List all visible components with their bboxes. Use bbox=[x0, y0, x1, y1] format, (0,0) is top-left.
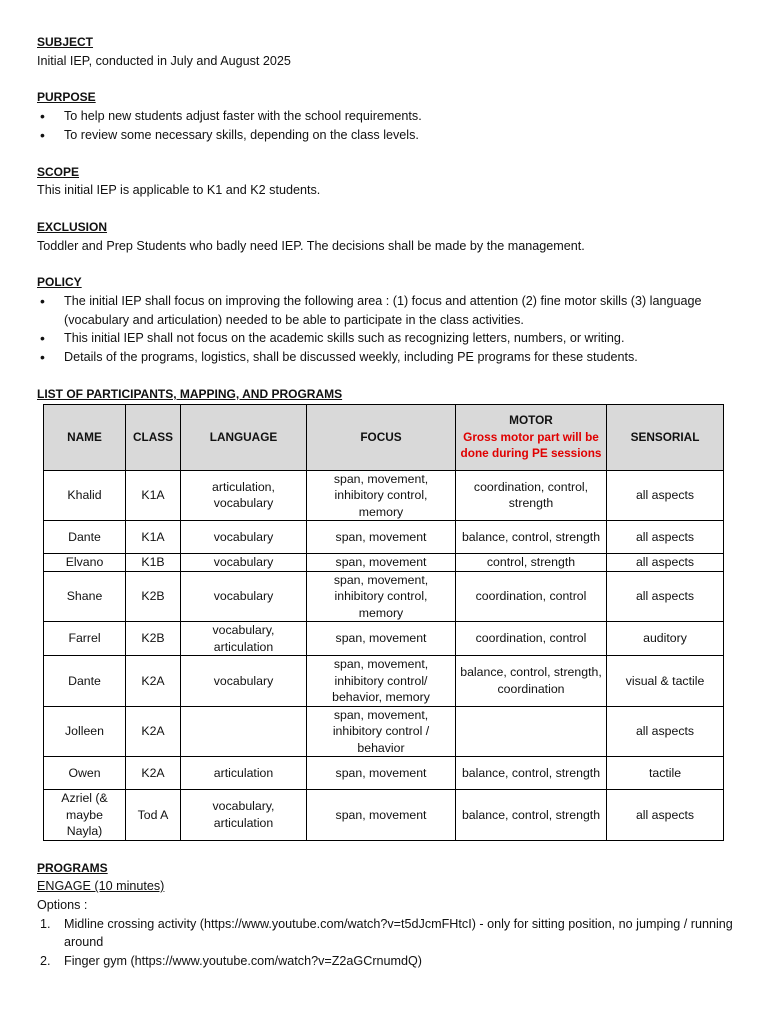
list-item: • The initial IEP shall focus on improving the following area : (1) focus and attention (2) fine motor skills (3) language (vocabulary and articulation) needed to be able to participate in the class activities. bbox=[37, 292, 737, 329]
cell-focus: span, movement bbox=[307, 554, 456, 572]
col-header-focus: FOCUS bbox=[307, 404, 456, 470]
list-item: • To review some necessary skills, depending on the class levels. bbox=[37, 126, 737, 145]
cell-motor: coordination, control bbox=[456, 571, 607, 622]
list-item: • This initial IEP shall not focus on the academic skills such as recognizing letters, numbers, or writing. bbox=[37, 329, 737, 348]
cell-sensorial: all aspects bbox=[607, 554, 724, 572]
cell-motor: balance, control, strength bbox=[456, 790, 607, 841]
col-header-class: CLASS bbox=[126, 404, 181, 470]
options-list bbox=[37, 915, 737, 971]
table-row bbox=[44, 706, 724, 757]
cell-class: K2B bbox=[126, 571, 181, 622]
table-row bbox=[44, 790, 724, 841]
policy-list bbox=[37, 292, 737, 367]
cell-focus: span, movement, inhibitory control, memory bbox=[307, 470, 456, 521]
table-row bbox=[44, 521, 724, 554]
cell-focus: span, movement bbox=[307, 622, 456, 656]
list-number: 1. bbox=[40, 916, 51, 931]
col-header-language: LANGUAGE bbox=[181, 404, 307, 470]
cell-sensorial: all aspects bbox=[607, 470, 724, 521]
cell-name: Jolleen bbox=[44, 706, 126, 757]
list-number: 2. bbox=[40, 954, 51, 969]
cell-class: K2B bbox=[126, 622, 181, 656]
col-header-sensorial: SENSORIAL bbox=[607, 404, 724, 470]
cell-focus: span, movement bbox=[307, 521, 456, 554]
cell-name: Elvano bbox=[44, 554, 126, 572]
cell-motor bbox=[456, 706, 607, 757]
subject-text: Initial IEP, conducted in July and August 2025 bbox=[37, 53, 291, 68]
table-row bbox=[44, 554, 724, 572]
cell-motor: balance, control, strength bbox=[456, 521, 607, 554]
cell-sensorial: tactile bbox=[607, 757, 724, 790]
cell-language: vocabulary bbox=[181, 571, 307, 622]
participants-table bbox=[43, 404, 724, 841]
cell-class: K2A bbox=[126, 656, 181, 707]
option-text: Finger gym (https://www.youtube.com/watch?v=Z2aGCrnumdQ) bbox=[64, 954, 423, 969]
table-row bbox=[44, 571, 724, 622]
cell-name: Shane bbox=[44, 571, 126, 622]
cell-sensorial: all aspects bbox=[607, 790, 724, 841]
cell-language: vocabulary bbox=[181, 656, 307, 707]
cell-class: K1A bbox=[126, 521, 181, 554]
cell-language bbox=[181, 706, 307, 757]
col-header-name: NAME bbox=[44, 404, 126, 470]
subject-heading: SUBJECT bbox=[37, 35, 94, 49]
cell-name: Khalid bbox=[44, 470, 126, 521]
purpose-list bbox=[37, 107, 737, 144]
col-header-motor bbox=[456, 404, 607, 470]
cell-sensorial: auditory bbox=[607, 622, 724, 656]
programs-heading: PROGRAMS bbox=[37, 860, 108, 875]
engage-subheading: ENGAGE (10 minutes) bbox=[37, 879, 165, 894]
cell-sensorial: all aspects bbox=[607, 571, 724, 622]
cell-class: K1B bbox=[126, 554, 181, 572]
cell-motor: balance, control, strength, coordination bbox=[456, 656, 607, 707]
cell-language: vocabulary, articulation bbox=[181, 790, 307, 841]
cell-focus: span, movement, inhibitory control / behavior bbox=[307, 706, 456, 757]
cell-name: Dante bbox=[44, 656, 126, 707]
option-text: Midline crossing activity (https://www.youtube.com/watch?v=t5dJcmFHtcI) - only for sitting position, no jumping / running around bbox=[64, 916, 733, 950]
cell-motor: coordination, control, strength bbox=[456, 470, 607, 521]
cell-class: K1A bbox=[126, 470, 181, 521]
motor-header-label: MOTOR bbox=[509, 413, 553, 428]
cell-class: K2A bbox=[126, 706, 181, 757]
cell-focus: span, movement bbox=[307, 757, 456, 790]
scope-text: This initial IEP is applicable to K1 and K2 students. bbox=[37, 183, 321, 198]
cell-sensorial: all aspects bbox=[607, 521, 724, 554]
cell-sensorial: all aspects bbox=[607, 706, 724, 757]
cell-language: articulation bbox=[181, 757, 307, 790]
cell-focus: span, movement bbox=[307, 790, 456, 841]
cell-motor: coordination, control bbox=[456, 622, 607, 656]
cell-name: Owen bbox=[44, 757, 126, 790]
table-header-row bbox=[44, 404, 724, 470]
list-item bbox=[37, 952, 737, 971]
cell-language: vocabulary bbox=[181, 554, 307, 572]
cell-name: Azriel (& maybe Nayla) bbox=[44, 790, 126, 841]
table-row bbox=[44, 656, 724, 707]
exclusion-heading: EXCLUSION bbox=[37, 219, 108, 234]
table-row bbox=[44, 622, 724, 656]
list-item: • To help new students adjust faster with the school requirements. bbox=[37, 107, 737, 126]
options-label: Options : bbox=[37, 897, 88, 912]
cell-name: Dante bbox=[44, 521, 126, 554]
cell-class: K2A bbox=[126, 757, 181, 790]
cell-motor: balance, control, strength bbox=[456, 757, 607, 790]
cell-motor: control, strength bbox=[456, 554, 607, 572]
list-item bbox=[37, 915, 737, 952]
scope-heading: SCOPE bbox=[37, 164, 80, 179]
cell-language: vocabulary, articulation bbox=[181, 622, 307, 656]
cell-language: articulation, vocabulary bbox=[181, 470, 307, 521]
purpose-heading: PURPOSE bbox=[37, 90, 96, 105]
exclusion-text: Toddler and Prep Students who badly need IEP. The decisions shall be made by the management. bbox=[37, 238, 585, 253]
motor-header-note: Gross motor part will be done during PE sessions bbox=[460, 429, 602, 461]
cell-sensorial: visual & tactile bbox=[607, 656, 724, 707]
policy-heading: POLICY bbox=[37, 275, 82, 290]
cell-class: Tod A bbox=[126, 790, 181, 841]
participants-heading: LIST OF PARTICIPANTS, MAPPING, AND PROGRAMS bbox=[37, 386, 343, 401]
cell-name: Farrel bbox=[44, 622, 126, 656]
list-item: • Details of the programs, logistics, shall be discussed weekly, including PE programs for these students. bbox=[37, 348, 737, 367]
cell-focus: span, movement, inhibitory control/ behavior, memory bbox=[307, 656, 456, 707]
cell-language: vocabulary bbox=[181, 521, 307, 554]
table-row bbox=[44, 757, 724, 790]
table-row bbox=[44, 470, 724, 521]
document-page bbox=[37, 33, 737, 971]
cell-focus: span, movement, inhibitory control, memory bbox=[307, 571, 456, 622]
